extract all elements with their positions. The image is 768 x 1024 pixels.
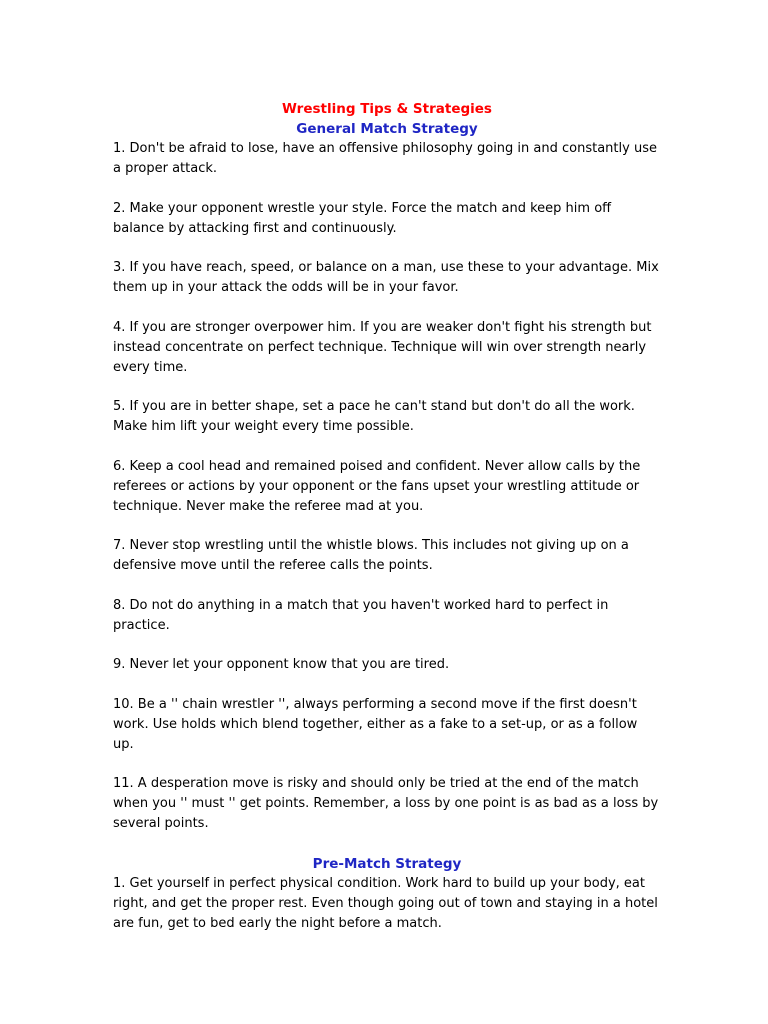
section-heading-general: General Match Strategy — [296, 121, 478, 137]
tip-paragraph: 4. If you are stronger overpower him. If you are weaker don't fight his strength but instead concentrate on perfect technique. Technique will win over strength nearly every time. — [113, 319, 652, 375]
document-page — [113, 99, 661, 934]
tip-paragraph: 7. Never stop wrestling until the whistle blows. This includes not giving up on a defensive move until the referee calls the points. — [113, 538, 629, 573]
tip-paragraph: 2. Make your opponent wrestle your style. Force the match and keep him off balance by attacking first and continuously. — [113, 200, 612, 236]
tip-paragraph: 8. Do not do anything in a match that you haven't worked hard to perfect in practice. — [113, 597, 609, 633]
tip-paragraph: 11. A desperation move is risky and should only be tried at the end of the match when you '' must '' get points. Remember, a loss by one point is as bad as a loss by several points. — [113, 776, 659, 831]
tip-paragraph: 3. If you have reach, speed, or balance on a man, use these to your advantage. Mix them up in your attack the odds will be in your favor. — [113, 260, 659, 295]
tip-paragraph: 6. Keep a cool head and remained poised and confident. Never allow calls by the referees or actions by your opponent or the fans upset your wrestling attitude or technique. Never make the referee mad at you. — [113, 458, 641, 514]
tip-paragraph: 5. If you are in better shape, set a pace he can't stand but don't do all the work. Make him lift your weight every time possible. — [113, 399, 635, 434]
section-heading-prematch: Pre-Match Strategy — [312, 855, 462, 872]
tip-paragraph: 1. Get yourself in perfect physical condition. Work hard to build up your body, eat right, and get the proper rest. Even though going out of town and staying in a hotel are fun, get to bed early the night before a match. — [113, 875, 658, 931]
tip-paragraph: 9. Never let your opponent know that you are tired. — [113, 657, 450, 672]
tip-paragraph: 1. Don't be afraid to lose, have an offensive philosophy going in and constantly use a proper attack. — [113, 141, 657, 176]
tip-paragraph: 10. Be a '' chain wrestler '', always performing a second move if the first doesn't work. Use holds which blend together, either as a fake to a set-up, or as a follow up. — [113, 696, 638, 752]
document-title: Wrestling Tips & Strategies — [282, 101, 492, 117]
